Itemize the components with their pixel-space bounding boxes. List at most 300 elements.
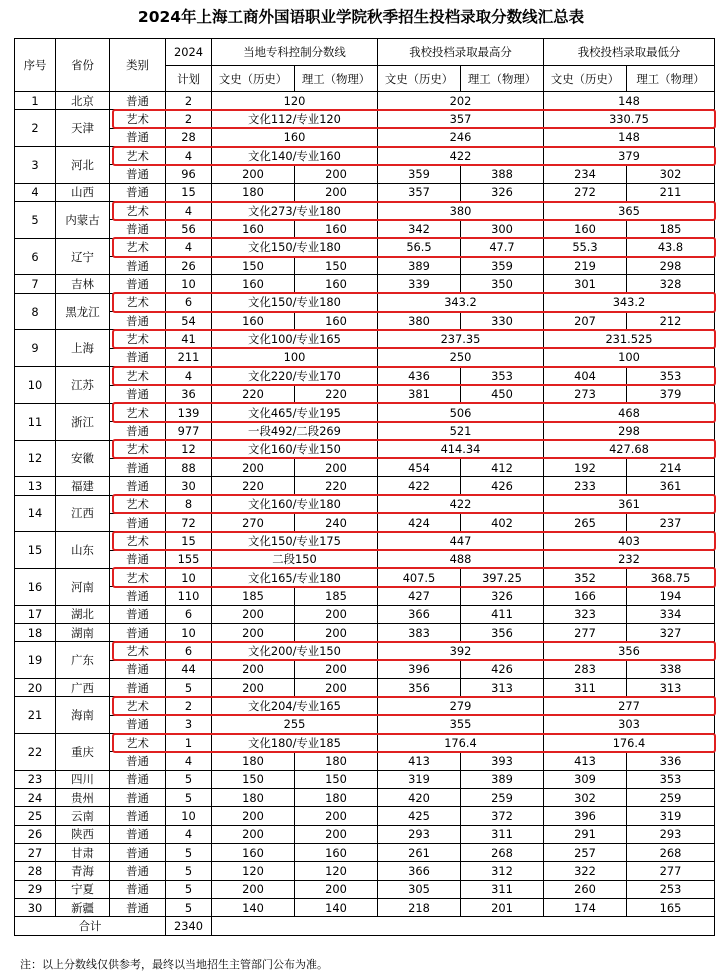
category-cell: 普通 — [110, 605, 166, 623]
control-score-cell: 文化180/专业185 — [212, 734, 378, 752]
max-score-cell-li: 312 — [461, 862, 544, 880]
control-score-cell: 文化273/专业180 — [212, 202, 378, 220]
row-number: 26 — [15, 825, 56, 843]
max-score-cell-li: 426 — [461, 477, 544, 495]
category-cell: 普通 — [110, 752, 166, 770]
max-score-cell-wen: 366 — [378, 605, 461, 623]
category-cell: 艺术 — [110, 367, 166, 385]
control-score-cell-li: 185 — [295, 587, 378, 605]
province-cell: 湖南 — [56, 623, 110, 641]
table-row — [15, 293, 715, 311]
province-cell: 上海 — [56, 330, 110, 367]
plan-cell: 6 — [166, 605, 212, 623]
max-score-cell-wen: 389 — [378, 257, 461, 275]
category-cell: 艺术 — [110, 440, 166, 458]
min-score-cell-li: 293 — [627, 825, 715, 843]
table-row — [15, 715, 715, 733]
min-score-cell-li: 334 — [627, 605, 715, 623]
category-cell: 普通 — [110, 789, 166, 807]
min-score-cell: 330.75 — [544, 110, 715, 128]
control-score-cell-li: 200 — [295, 165, 378, 183]
min-score-cell-li: 361 — [627, 477, 715, 495]
category-cell: 普通 — [110, 183, 166, 201]
table-row — [15, 275, 715, 293]
max-score-cell-wen: 422 — [378, 477, 461, 495]
table-row — [15, 623, 715, 641]
table-row — [15, 568, 715, 586]
category-cell: 艺术 — [110, 238, 166, 256]
max-score-cell-li: 359 — [461, 257, 544, 275]
table-row — [15, 330, 715, 348]
min-score-cell: 100 — [544, 348, 715, 366]
table-row — [15, 605, 715, 623]
max-score-cell: 176.4 — [378, 734, 544, 752]
plan-cell: 2 — [166, 697, 212, 715]
plan-cell: 2 — [166, 92, 212, 110]
header-no: 序号 — [15, 39, 56, 92]
row-number: 11 — [15, 403, 56, 440]
table-row — [15, 532, 715, 550]
row-number: 21 — [15, 697, 56, 734]
province-cell: 江苏 — [56, 367, 110, 404]
plan-cell: 96 — [166, 165, 212, 183]
plan-cell: 8 — [166, 495, 212, 513]
max-score-cell: 422 — [378, 495, 544, 513]
control-score-cell: 255 — [212, 715, 378, 733]
table-row — [15, 789, 715, 807]
province-cell: 湖北 — [56, 605, 110, 623]
control-score-cell-li: 200 — [295, 825, 378, 843]
table-row — [15, 440, 715, 458]
category-cell: 普通 — [110, 807, 166, 825]
min-score-cell-li: 327 — [627, 623, 715, 641]
min-score-cell-wen: 301 — [544, 275, 627, 293]
header-row-1 — [15, 39, 715, 66]
min-score-cell-li: 353 — [627, 367, 715, 385]
min-score-cell-wen: 234 — [544, 165, 627, 183]
table-row — [15, 844, 715, 862]
table-row — [15, 385, 715, 403]
province-cell: 青海 — [56, 862, 110, 880]
plan-cell: 10 — [166, 568, 212, 586]
table-row — [15, 752, 715, 770]
table-row — [15, 238, 715, 256]
min-score-cell-li: 368.75 — [627, 568, 715, 586]
max-score-cell-wen: 407.5 — [378, 568, 461, 586]
header-province: 省份 — [56, 39, 110, 92]
control-score-cell: 文化204/专业165 — [212, 697, 378, 715]
max-score-cell-li: 426 — [461, 660, 544, 678]
min-score-cell-wen: 160 — [544, 220, 627, 238]
header-category: 类别 — [110, 39, 166, 92]
max-score-cell-wen: 381 — [378, 385, 461, 403]
header-control-li: 理工（物理） — [295, 66, 378, 92]
category-cell: 普通 — [110, 92, 166, 110]
province-cell: 四川 — [56, 770, 110, 788]
plan-cell: 10 — [166, 623, 212, 641]
plan-cell: 26 — [166, 257, 212, 275]
max-score-cell-li: 313 — [461, 679, 544, 697]
category-cell: 艺术 — [110, 147, 166, 165]
min-score-cell: 403 — [544, 532, 715, 550]
max-score-cell: 506 — [378, 403, 544, 421]
min-score-cell-li: 212 — [627, 312, 715, 330]
max-score-cell-li: 47.7 — [461, 238, 544, 256]
category-cell: 艺术 — [110, 202, 166, 220]
plan-cell: 4 — [166, 147, 212, 165]
row-number: 2 — [15, 110, 56, 147]
max-score-cell-li: 397.25 — [461, 568, 544, 586]
province-cell: 甘肃 — [56, 844, 110, 862]
min-score-cell-li: 237 — [627, 513, 715, 531]
max-score-cell: 279 — [378, 697, 544, 715]
min-score-cell-wen: 219 — [544, 257, 627, 275]
total-row — [15, 917, 715, 935]
row-number: 3 — [15, 147, 56, 184]
header-plan-year: 2024 — [166, 39, 212, 66]
max-score-cell-wen: 436 — [378, 367, 461, 385]
row-number: 27 — [15, 844, 56, 862]
min-score-cell-li: 298 — [627, 257, 715, 275]
control-score-cell-li: 200 — [295, 679, 378, 697]
header-min-li: 理工（物理） — [627, 66, 715, 92]
table-row — [15, 110, 715, 128]
min-score-cell-li: 43.8 — [627, 238, 715, 256]
plan-cell: 2 — [166, 110, 212, 128]
table-row — [15, 422, 715, 440]
row-number: 23 — [15, 770, 56, 788]
control-score-cell-li: 240 — [295, 513, 378, 531]
control-score-cell-wen: 270 — [212, 513, 295, 531]
category-cell: 普通 — [110, 128, 166, 146]
total-plan: 2340 — [166, 917, 212, 935]
category-cell: 普通 — [110, 862, 166, 880]
max-score-cell-li: 326 — [461, 587, 544, 605]
min-score-cell: 303 — [544, 715, 715, 733]
min-score-cell-wen: 352 — [544, 568, 627, 586]
min-score-cell-li: 313 — [627, 679, 715, 697]
max-score-cell-li: 311 — [461, 880, 544, 898]
control-score-cell: 120 — [212, 92, 378, 110]
max-score-cell-li: 330 — [461, 312, 544, 330]
row-number: 1 — [15, 92, 56, 110]
max-score-cell-li: 259 — [461, 789, 544, 807]
max-score-cell: 488 — [378, 550, 544, 568]
category-cell: 艺术 — [110, 403, 166, 421]
max-score-cell-li: 356 — [461, 623, 544, 641]
max-score-cell: 237.35 — [378, 330, 544, 348]
control-score-cell-wen: 185 — [212, 587, 295, 605]
header-min-wen: 文史（历史） — [544, 66, 627, 92]
max-score-cell-wen: 342 — [378, 220, 461, 238]
plan-cell: 5 — [166, 679, 212, 697]
min-score-cell-li: 336 — [627, 752, 715, 770]
min-score-cell: 468 — [544, 403, 715, 421]
province-cell: 安徽 — [56, 440, 110, 477]
table-row — [15, 880, 715, 898]
province-cell: 新疆 — [56, 899, 110, 917]
category-cell: 普通 — [110, 220, 166, 238]
plan-cell: 4 — [166, 752, 212, 770]
row-number: 13 — [15, 477, 56, 495]
control-score-cell-wen: 160 — [212, 220, 295, 238]
control-score-cell: 文化160/专业150 — [212, 440, 378, 458]
province-cell: 福建 — [56, 477, 110, 495]
max-score-cell: 447 — [378, 532, 544, 550]
control-score-cell-wen: 200 — [212, 825, 295, 843]
province-cell: 黑龙江 — [56, 293, 110, 330]
min-score-cell-wen: 396 — [544, 807, 627, 825]
max-score-cell: 202 — [378, 92, 544, 110]
province-cell: 浙江 — [56, 403, 110, 440]
province-cell: 山东 — [56, 532, 110, 569]
max-score-cell: 343.2 — [378, 293, 544, 311]
min-score-cell-li: 379 — [627, 385, 715, 403]
table-row — [15, 587, 715, 605]
category-cell: 普通 — [110, 587, 166, 605]
total-empty — [212, 917, 715, 935]
min-score-cell-li: 319 — [627, 807, 715, 825]
control-score-cell-li: 200 — [295, 807, 378, 825]
category-cell: 普通 — [110, 477, 166, 495]
max-score-cell-li: 353 — [461, 367, 544, 385]
plan-cell: 5 — [166, 899, 212, 917]
min-score-cell: 298 — [544, 422, 715, 440]
plan-cell: 5 — [166, 880, 212, 898]
category-cell: 普通 — [110, 679, 166, 697]
max-score-cell-li: 372 — [461, 807, 544, 825]
min-score-cell-li: 214 — [627, 458, 715, 476]
category-cell: 普通 — [110, 899, 166, 917]
min-score-cell-wen: 277 — [544, 623, 627, 641]
category-cell: 普通 — [110, 422, 166, 440]
page-title: 2024年上海工商外国语职业学院秋季招生投档录取分数线汇总表 — [137, 8, 585, 26]
control-score-cell: 文化150/专业180 — [212, 238, 378, 256]
max-score-cell-wen: 424 — [378, 513, 461, 531]
row-number: 22 — [15, 734, 56, 771]
province-cell: 江西 — [56, 495, 110, 532]
min-score-cell-wen: 265 — [544, 513, 627, 531]
min-score-cell-li: 277 — [627, 862, 715, 880]
max-score-cell-li: 412 — [461, 458, 544, 476]
min-score-cell: 148 — [544, 92, 715, 110]
min-score-cell-li: 165 — [627, 899, 715, 917]
category-cell: 艺术 — [110, 642, 166, 660]
control-score-cell-li: 160 — [295, 275, 378, 293]
control-score-cell-wen: 200 — [212, 660, 295, 678]
control-score-cell-wen: 200 — [212, 807, 295, 825]
province-cell: 河北 — [56, 147, 110, 184]
total-label: 合计 — [15, 917, 166, 935]
row-number: 15 — [15, 532, 56, 569]
min-score-cell-li: 259 — [627, 789, 715, 807]
category-cell: 普通 — [110, 385, 166, 403]
category-cell: 普通 — [110, 312, 166, 330]
category-cell: 普通 — [110, 715, 166, 733]
min-score-cell-wen: 273 — [544, 385, 627, 403]
category-cell: 艺术 — [110, 293, 166, 311]
plan-cell: 211 — [166, 348, 212, 366]
max-score-cell-wen: 396 — [378, 660, 461, 678]
min-score-cell-wen: 192 — [544, 458, 627, 476]
max-score-cell-li: 389 — [461, 770, 544, 788]
min-score-cell-wen: 233 — [544, 477, 627, 495]
max-score-cell-wen: 380 — [378, 312, 461, 330]
category-cell: 普通 — [110, 770, 166, 788]
control-score-cell-li: 160 — [295, 220, 378, 238]
province-cell: 山西 — [56, 183, 110, 201]
plan-cell: 28 — [166, 128, 212, 146]
province-cell: 辽宁 — [56, 238, 110, 275]
category-cell: 普通 — [110, 257, 166, 275]
table-row — [15, 403, 715, 421]
min-score-cell-wen: 257 — [544, 844, 627, 862]
control-score-cell-li: 150 — [295, 770, 378, 788]
category-cell: 艺术 — [110, 568, 166, 586]
row-number: 4 — [15, 183, 56, 201]
control-score-cell-li: 180 — [295, 789, 378, 807]
table-row — [15, 495, 715, 513]
plan-cell: 139 — [166, 403, 212, 421]
max-score-cell: 392 — [378, 642, 544, 660]
plan-cell: 5 — [166, 770, 212, 788]
province-cell: 贵州 — [56, 789, 110, 807]
max-score-cell-wen: 357 — [378, 183, 461, 201]
control-score-cell-li: 220 — [295, 385, 378, 403]
control-score-cell: 文化112/专业120 — [212, 110, 378, 128]
table-row — [15, 660, 715, 678]
min-score-cell-li: 253 — [627, 880, 715, 898]
row-number: 12 — [15, 440, 56, 477]
control-score-cell-wen: 140 — [212, 899, 295, 917]
province-cell: 广东 — [56, 642, 110, 679]
category-cell: 艺术 — [110, 110, 166, 128]
province-cell: 陕西 — [56, 825, 110, 843]
min-score-cell-wen: 311 — [544, 679, 627, 697]
header-min-score: 我校投档录取最低分 — [544, 39, 715, 66]
control-score-cell-wen: 200 — [212, 458, 295, 476]
plan-cell: 10 — [166, 275, 212, 293]
row-number: 20 — [15, 679, 56, 697]
plan-cell: 5 — [166, 789, 212, 807]
control-score-cell-wen: 220 — [212, 477, 295, 495]
province-cell: 海南 — [56, 697, 110, 734]
table-row — [15, 477, 715, 495]
max-score-cell-li: 393 — [461, 752, 544, 770]
control-score-cell-wen: 180 — [212, 789, 295, 807]
province-cell: 云南 — [56, 807, 110, 825]
min-score-cell-li: 194 — [627, 587, 715, 605]
category-cell: 普通 — [110, 623, 166, 641]
table-row — [15, 642, 715, 660]
header-control-wen: 文史（历史） — [212, 66, 295, 92]
header-plan: 计划 — [166, 66, 212, 92]
control-score-cell-li: 200 — [295, 458, 378, 476]
control-score-cell-wen: 160 — [212, 312, 295, 330]
table-row — [15, 220, 715, 238]
category-cell: 普通 — [110, 513, 166, 531]
plan-cell: 88 — [166, 458, 212, 476]
min-score-cell-wen: 283 — [544, 660, 627, 678]
max-score-cell: 357 — [378, 110, 544, 128]
score-table — [14, 38, 715, 936]
control-score-cell-wen: 200 — [212, 165, 295, 183]
row-number: 14 — [15, 495, 56, 532]
min-score-cell-wen: 260 — [544, 880, 627, 898]
min-score-cell: 277 — [544, 697, 715, 715]
max-score-cell-wen: 261 — [378, 844, 461, 862]
header-max-score: 我校投档录取最高分 — [378, 39, 544, 66]
min-score-cell-wen: 166 — [544, 587, 627, 605]
min-score-cell-wen: 309 — [544, 770, 627, 788]
max-score-cell-wen: 359 — [378, 165, 461, 183]
table-row — [15, 92, 715, 110]
max-score-cell: 246 — [378, 128, 544, 146]
control-score-cell: 文化150/专业175 — [212, 532, 378, 550]
category-cell: 普通 — [110, 844, 166, 862]
plan-cell: 36 — [166, 385, 212, 403]
plan-cell: 44 — [166, 660, 212, 678]
min-score-cell-li: 328 — [627, 275, 715, 293]
category-cell: 艺术 — [110, 734, 166, 752]
control-score-cell-li: 200 — [295, 605, 378, 623]
plan-cell: 5 — [166, 862, 212, 880]
category-cell: 普通 — [110, 825, 166, 843]
min-score-cell: 176.4 — [544, 734, 715, 752]
plan-cell: 4 — [166, 825, 212, 843]
table-row — [15, 183, 715, 201]
province-cell: 广西 — [56, 679, 110, 697]
table-row — [15, 367, 715, 385]
control-score-cell-wen: 180 — [212, 752, 295, 770]
row-number: 25 — [15, 807, 56, 825]
max-score-cell-li: 201 — [461, 899, 544, 917]
control-score-cell: 160 — [212, 128, 378, 146]
min-score-cell: 148 — [544, 128, 715, 146]
table-row — [15, 147, 715, 165]
max-score-cell-wen: 339 — [378, 275, 461, 293]
province-cell: 天津 — [56, 110, 110, 147]
control-score-cell-wen: 200 — [212, 880, 295, 898]
max-score-cell-wen: 425 — [378, 807, 461, 825]
control-score-cell-wen: 200 — [212, 605, 295, 623]
plan-cell: 155 — [166, 550, 212, 568]
min-score-cell-li: 268 — [627, 844, 715, 862]
control-score-cell: 100 — [212, 348, 378, 366]
min-score-cell-li: 185 — [627, 220, 715, 238]
min-score-cell-wen: 322 — [544, 862, 627, 880]
plan-cell: 977 — [166, 422, 212, 440]
control-score-cell-li: 140 — [295, 899, 378, 917]
province-cell: 北京 — [56, 92, 110, 110]
min-score-cell: 231.525 — [544, 330, 715, 348]
control-score-cell: 文化160/专业180 — [212, 495, 378, 513]
control-score-cell: 一段492/二段269 — [212, 422, 378, 440]
max-score-cell-wen: 305 — [378, 880, 461, 898]
row-number: 6 — [15, 238, 56, 275]
max-score-cell: 355 — [378, 715, 544, 733]
control-score-cell-li: 200 — [295, 880, 378, 898]
row-number: 29 — [15, 880, 56, 898]
table-row — [15, 734, 715, 752]
control-score-cell-li: 160 — [295, 312, 378, 330]
max-score-cell-li: 300 — [461, 220, 544, 238]
plan-cell: 6 — [166, 293, 212, 311]
max-score-cell-li: 450 — [461, 385, 544, 403]
table-row — [15, 513, 715, 531]
max-score-cell-wen: 218 — [378, 899, 461, 917]
control-score-cell: 文化140/专业160 — [212, 147, 378, 165]
